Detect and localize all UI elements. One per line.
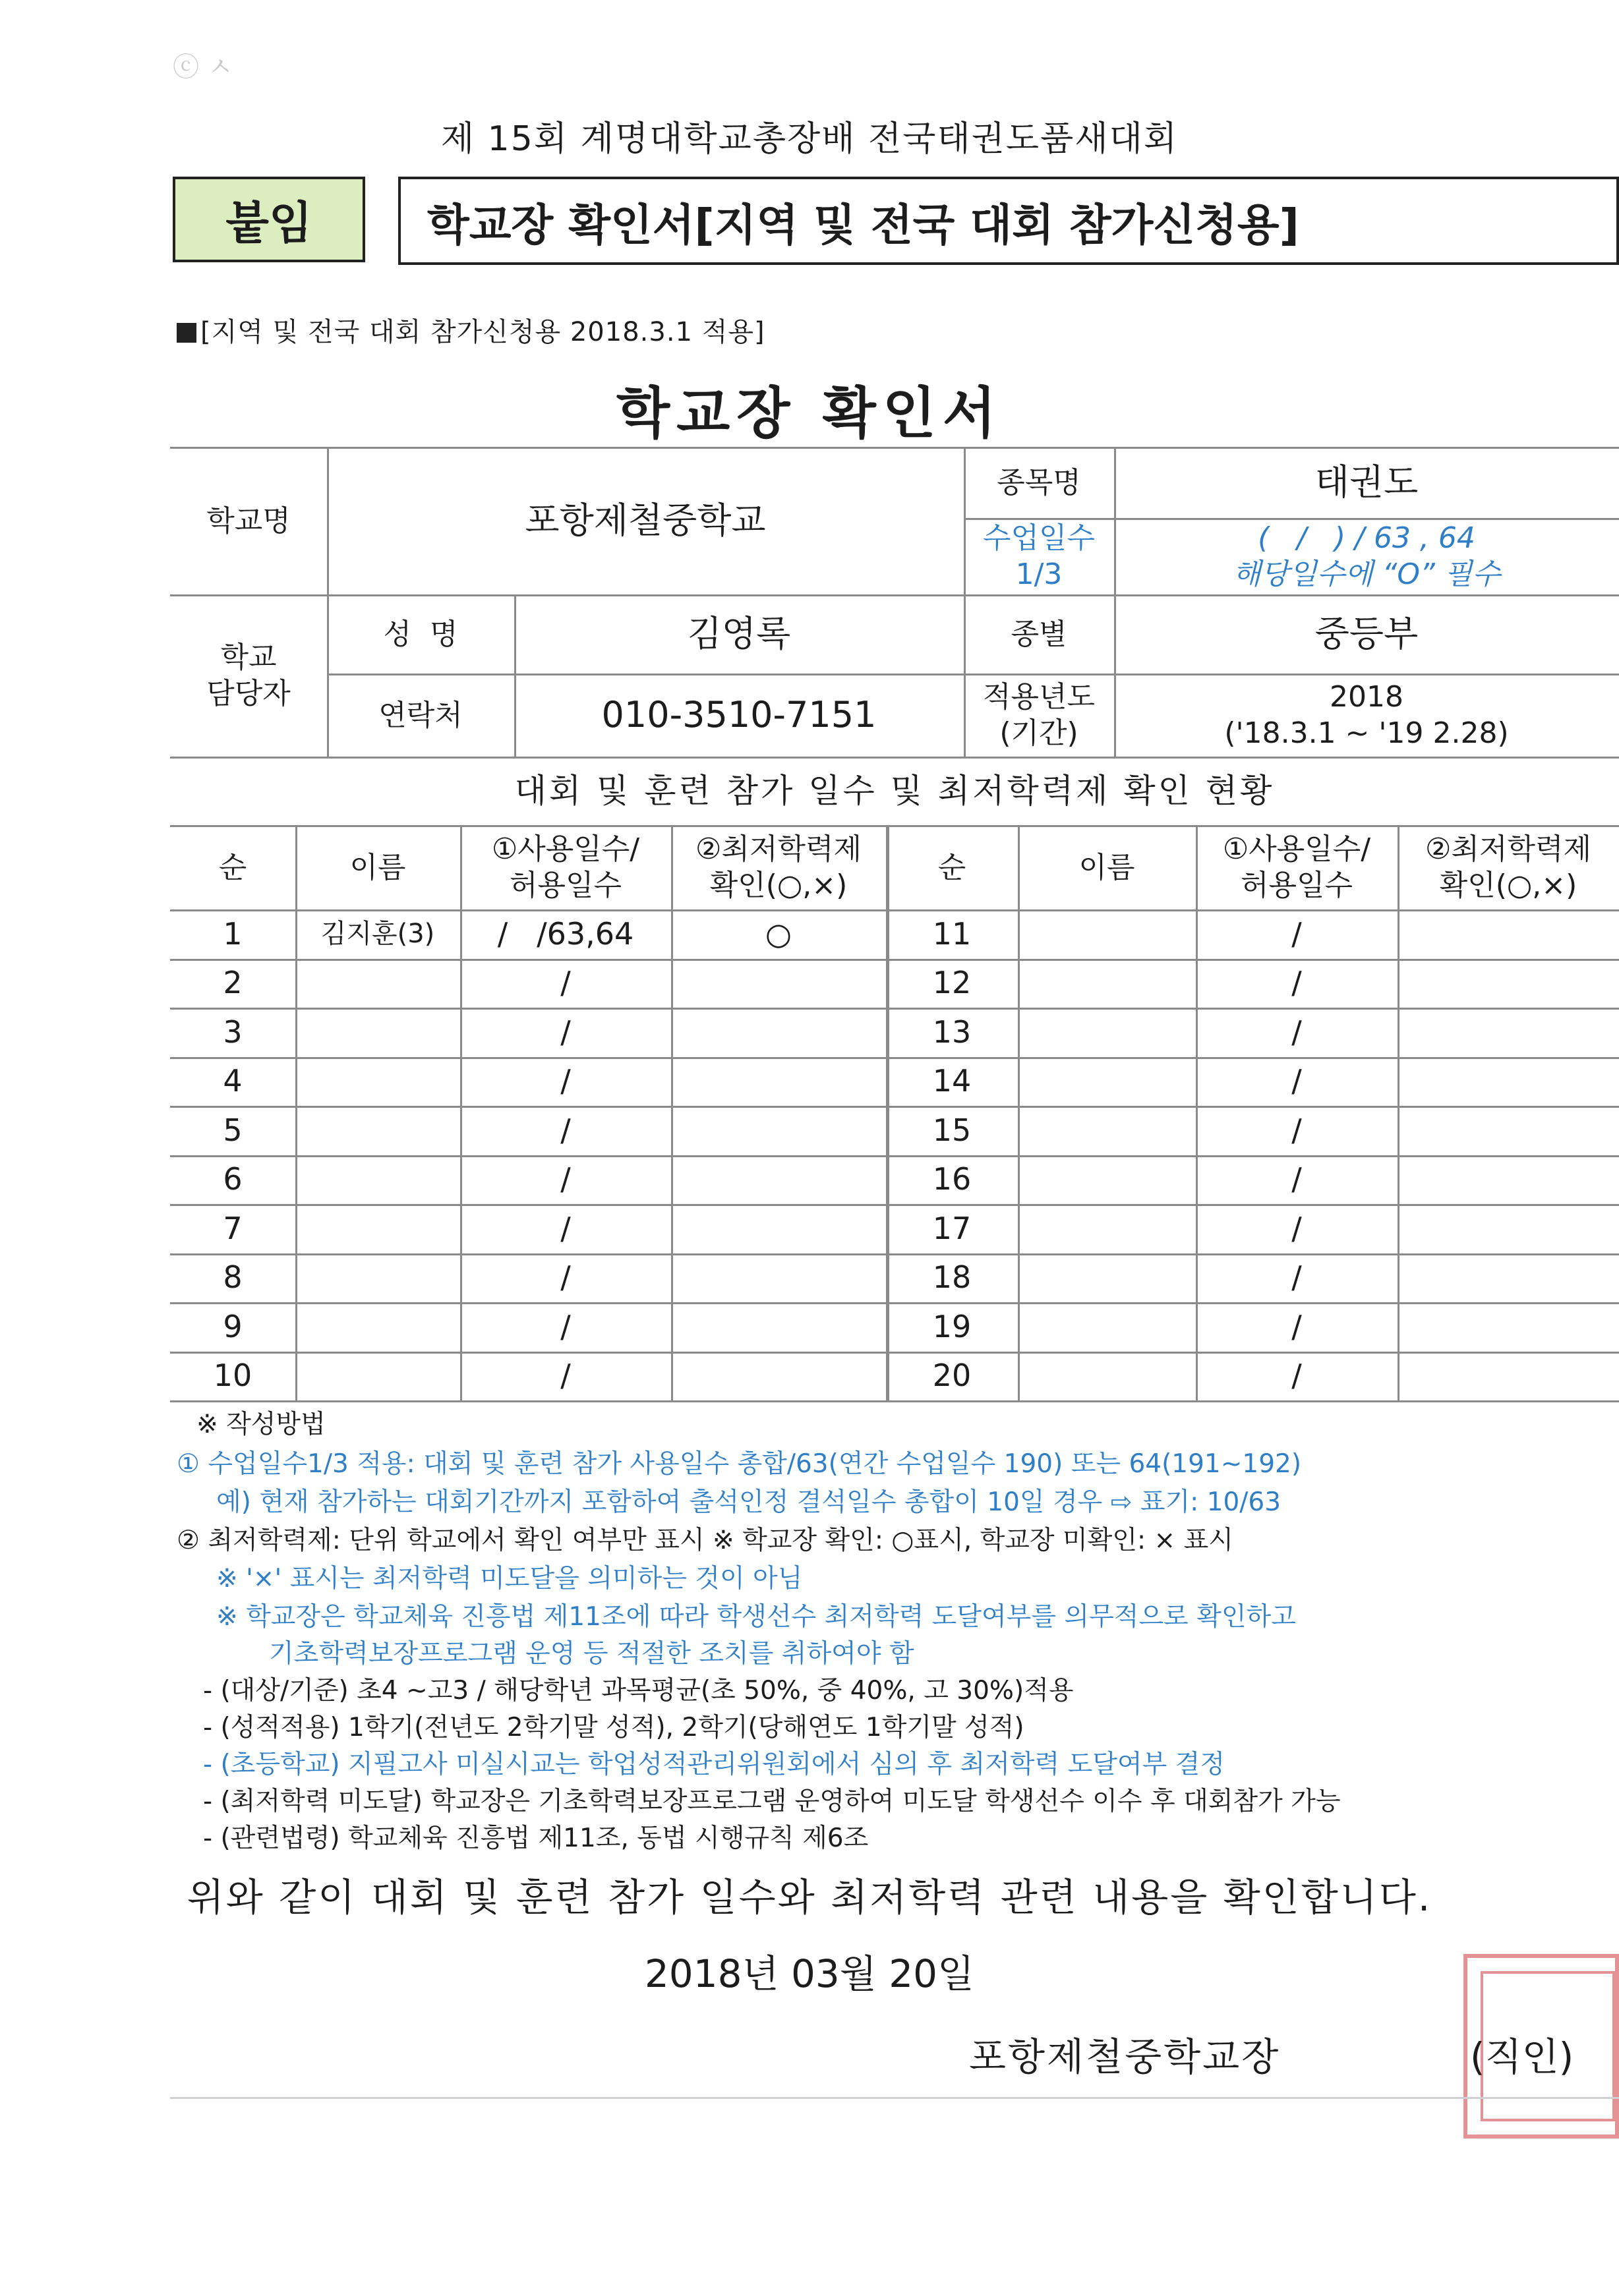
status-cell-days: / — [560, 965, 571, 1000]
header-days-2 — [1196, 825, 1398, 909]
header-days-line1: ①사용일수/ — [491, 832, 640, 866]
status-cell-days2: / — [1291, 1308, 1302, 1344]
applicability-note-text: [지역 및 전국 대회 참가신청용 2018.3.1 적용] — [200, 317, 765, 347]
status-cell-days2: / — [1291, 1112, 1302, 1148]
status-cell-name2 — [1018, 1106, 1196, 1155]
status-cell-name2 — [1018, 909, 1196, 959]
status-cell-name2 — [1018, 1302, 1196, 1352]
status-cell-no2: 19 — [932, 1308, 972, 1344]
status-cell-check — [671, 959, 886, 1008]
class-days-value — [1114, 518, 1619, 594]
instruction-line-11: - (관련법령) 학교체육 진흥법 제11조, 동법 시행규칙 제6조 — [203, 1823, 869, 1853]
status-cell-check2 — [1398, 1008, 1619, 1057]
status-cell-name — [295, 1302, 460, 1352]
status-cell-name2 — [1018, 1204, 1196, 1253]
instruction-line-5: ※ 학교장은 학교체육 진흥법 제11조에 따라 학생선수 최저학력 도달여부를 의무적으로 확인하고 — [216, 1602, 1296, 1632]
status-cell-name2 — [1018, 1008, 1196, 1057]
header-check-2-line1: ②최저학력제 — [1425, 832, 1591, 866]
class-days-fraction: ( / ) / 63 , 64 — [1258, 521, 1475, 555]
instruction-line-1: ① 수업일수1/3 적용: 대회 및 훈련 참가 사용일수 총합/63(연간 수업일수 190) 또는 64(191~192) — [177, 1449, 1302, 1479]
header-check-line1: ②최저학력제 — [695, 832, 862, 866]
division-label: 종별 — [1011, 617, 1067, 651]
status-cell-check — [671, 1057, 886, 1106]
header-check-line2: 확인(○,×) — [709, 869, 848, 902]
status-cell-no2: 16 — [932, 1161, 972, 1197]
manager-label-line2: 담당자 — [206, 677, 291, 710]
form-heading: 학교장 확인서[지역 및 전국 대회 참가신청용] — [398, 177, 1619, 265]
status-cell-name2 — [1018, 959, 1196, 1008]
attachment-label: 붙임 — [173, 177, 365, 262]
year-label-line2: (기간) — [999, 716, 1078, 750]
instruction-line-9: - (초등학교) 지필고사 미실시교는 학업성적관리위원회에서 심의 후 최저학력 도달여부 결정 — [203, 1750, 1225, 1779]
header-name: 이름 — [349, 850, 406, 884]
year-value — [1114, 674, 1619, 757]
status-cell-days: / — [560, 1014, 571, 1050]
status-cell-days: / — [560, 1161, 571, 1197]
year-value-line1: 2018 — [1330, 680, 1403, 714]
header-no-2: 순 — [937, 850, 966, 884]
status-section-title: 대회 및 훈련 참가 일수 및 최저학력제 확인 현황 — [514, 771, 1275, 810]
status-cell-check: ○ — [765, 915, 792, 952]
status-cell-check — [671, 1253, 886, 1303]
status-cell-days2: / — [1291, 915, 1302, 952]
confirmation-statement: 위와 같이 대회 및 훈련 참가 일수와 최저학력 관련 내용을 확인합니다. — [187, 1875, 1432, 1920]
header-days — [460, 825, 671, 909]
status-cell-check2 — [1398, 1352, 1619, 1401]
status-cell-no: 8 — [223, 1259, 243, 1295]
status-cell-check — [671, 1008, 886, 1057]
margin-scribble: ⓒ ㅅ — [173, 52, 233, 82]
school-name: 포항제철중학교 — [525, 500, 766, 542]
contact-value: 010-3510-7151 — [601, 694, 877, 736]
square-bullet-icon — [177, 323, 196, 343]
table-rule — [170, 1400, 1619, 1402]
instructions-title: ※ 작성방법 — [196, 1410, 326, 1439]
status-cell-name — [295, 1204, 460, 1253]
status-cell-name — [295, 1106, 460, 1155]
header-days-2-line1: ①사용일수/ — [1222, 832, 1371, 866]
name-value: 김영록 — [687, 613, 791, 655]
status-cell-check — [671, 1204, 886, 1253]
status-cell-no2: 12 — [932, 965, 972, 1000]
name-label: 성 명 — [383, 617, 458, 651]
class-days-hint: 해당일수에 “O” 필수 — [1233, 558, 1500, 591]
instruction-line-8: - (성적적용) 1학기(전년도 2학기말 성적), 2학기(당해연도 1학기말 성적) — [203, 1713, 1024, 1742]
status-cell-days: / /63,64 — [497, 915, 634, 952]
school-label: 학교명 — [206, 503, 291, 538]
status-cell-check2 — [1398, 1302, 1619, 1352]
status-cell-no: 5 — [223, 1112, 243, 1148]
event-title: 제 15회 계명대학교총장배 전국태권도품새대회 — [440, 119, 1179, 159]
header-days-line2: 허용일수 — [509, 869, 622, 902]
status-cell-days2: / — [1291, 1063, 1302, 1099]
status-cell-no2: 13 — [932, 1014, 972, 1050]
status-cell-no2: 20 — [932, 1358, 972, 1393]
status-cell-check — [671, 1302, 886, 1352]
status-cell-check2 — [1398, 1057, 1619, 1106]
status-cell-name — [295, 1008, 460, 1057]
class-days-label-line2: 1/3 — [1015, 558, 1063, 591]
instruction-line-10: - (최저학력 미도달) 학교장은 기초학력보장프로그램 운영하여 미도달 학생선수 이수 후 대회참가 가능 — [203, 1787, 1341, 1816]
status-cell-name — [295, 1155, 460, 1205]
status-cell-days2: / — [1291, 1210, 1302, 1246]
status-cell-days2: / — [1291, 965, 1302, 1000]
status-cell-name — [295, 959, 460, 1008]
status-cell-name — [295, 1057, 460, 1106]
instruction-line-3: ② 최저학력제: 단위 학교에서 확인 여부만 표시 ※ 학교장 확인: ○표시, 학교장 미확인: × 표시 — [177, 1526, 1233, 1555]
status-cell-no2: 17 — [932, 1210, 972, 1246]
manager-label-line1: 학교 — [220, 641, 277, 674]
manager-label — [170, 594, 327, 757]
year-value-line2: ('18.3.1 ~ '19 2.28) — [1224, 716, 1509, 750]
header-no: 순 — [218, 850, 247, 884]
status-cell-name2 — [1018, 1057, 1196, 1106]
status-cell-no: 10 — [213, 1358, 252, 1393]
status-cell-check2 — [1398, 959, 1619, 1008]
instruction-line-7: - (대상/기준) 초4 ~고3 / 해당학년 과목평균(초 50%, 중 40%, 고 30%)적용 — [203, 1676, 1074, 1706]
class-days-label — [964, 518, 1114, 594]
page-bottom-rule — [170, 2097, 1619, 2099]
status-cell-days: / — [560, 1112, 571, 1148]
status-cell-days: / — [560, 1210, 571, 1246]
header-check-2-line2: 확인(○,×) — [1439, 869, 1577, 902]
contact-label: 연락처 — [378, 698, 463, 732]
status-cell-no: 3 — [223, 1014, 243, 1050]
status-cell-days: / — [560, 1063, 571, 1099]
status-cell-check2 — [1398, 909, 1619, 959]
status-cell-name2 — [1018, 1352, 1196, 1401]
instruction-line-6: 기초학력보장프로그램 운영 등 적절한 조치를 취하여야 함 — [269, 1639, 914, 1669]
status-cell-days: / — [560, 1259, 571, 1295]
status-cell-no2: 18 — [932, 1259, 972, 1295]
status-cell-check2 — [1398, 1155, 1619, 1205]
status-cell-check2 — [1398, 1204, 1619, 1253]
status-cell-no: 9 — [223, 1308, 243, 1344]
applicability-note — [177, 311, 765, 349]
status-cell-name: 김지훈(3) — [320, 919, 435, 950]
signer-name: 포항제철중학교장 — [969, 2034, 1281, 2079]
header-name-2: 이름 — [1078, 850, 1135, 884]
status-cell-days2: / — [1291, 1014, 1302, 1050]
header-days-2-line2: 허용일수 — [1240, 869, 1353, 902]
status-cell-no2: 14 — [932, 1063, 972, 1099]
seal-label: (직인) — [1470, 2034, 1574, 2079]
status-cell-days: / — [560, 1358, 571, 1393]
status-cell-no: 7 — [223, 1210, 243, 1246]
status-cell-check2 — [1398, 1253, 1619, 1303]
sport-label: 종목명 — [997, 465, 1081, 500]
status-cell-check2 — [1398, 1106, 1619, 1155]
header-check-2 — [1398, 825, 1619, 909]
year-label-line1: 적용년도 — [982, 680, 1095, 714]
document-date: 2018년 03월 20일 — [644, 1951, 975, 1996]
status-cell-no2: 15 — [932, 1112, 972, 1148]
instruction-line-2: 예) 현재 참가하는 대회기간까지 포함하여 출석인정 결석일수 총합이 10일 경우 ⇨ 표기: 10/63 — [216, 1487, 1281, 1517]
status-cell-no2: 11 — [932, 915, 972, 952]
class-days-label-line1: 수업일수 — [982, 521, 1095, 555]
status-cell-no: 4 — [223, 1063, 243, 1099]
status-cell-name2 — [1018, 1155, 1196, 1205]
status-cell-days2: / — [1291, 1259, 1302, 1295]
status-cell-name2 — [1018, 1253, 1196, 1303]
status-cell-check — [671, 1155, 886, 1205]
instruction-line-4: ※ '×' 표시는 최저학력 미도달을 의미하는 것이 아님 — [216, 1564, 803, 1593]
status-cell-name — [295, 1352, 460, 1401]
status-cell-check — [671, 1352, 886, 1401]
status-cell-check — [671, 1106, 886, 1155]
status-cell-no: 1 — [223, 915, 243, 952]
status-cell-no: 2 — [223, 965, 243, 1000]
document-title: 학교장 확인서 — [616, 381, 1003, 445]
status-cell-days2: / — [1291, 1358, 1302, 1393]
status-cell-name — [295, 1253, 460, 1303]
sport-value: 태권도 — [1314, 461, 1419, 503]
status-cell-days2: / — [1291, 1161, 1302, 1197]
division-value: 중등부 — [1314, 613, 1419, 655]
status-cell-no: 6 — [223, 1161, 243, 1197]
year-label — [964, 674, 1114, 757]
status-cell-days: / — [560, 1308, 571, 1344]
header-check — [671, 825, 886, 909]
